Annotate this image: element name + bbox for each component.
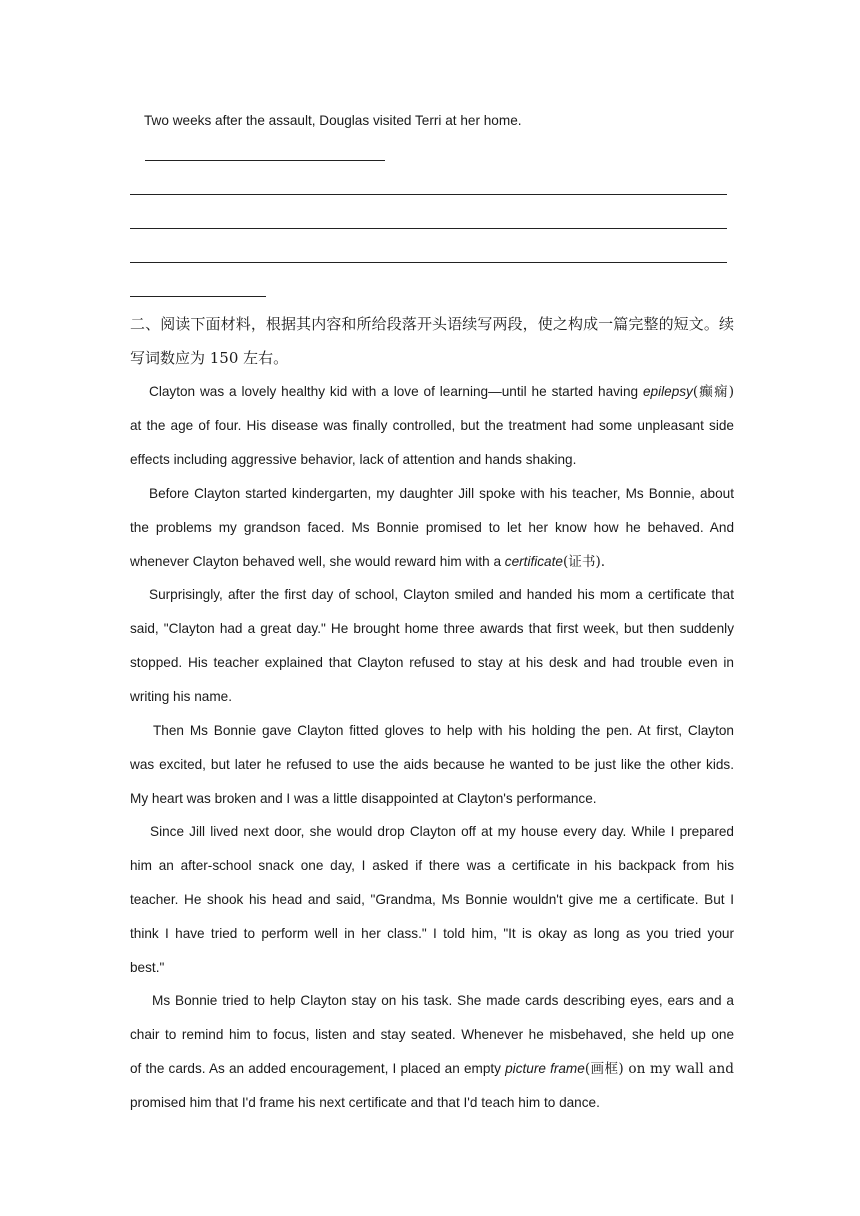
passage-line: Before Clayton started kindergarten, my daughter Jill spoke with his teacher, Ms Bonnie, about — [149, 486, 734, 501]
passage-line: My heart was broken and I was a little disappointed at Clayton's performance. — [130, 791, 597, 806]
passage-line: the problems my grandson faced. Ms Bonnie promised to let her know how he behaved. And — [130, 520, 734, 535]
task-instruction: 二、阅读下面材料，根据其内容和所给段落开头语续写两段，使之构成一篇完整的短文。续 — [130, 315, 734, 333]
passage-line: effects including aggressive behavior, lack of attention and hands shaking. — [130, 452, 577, 467]
passage-line: whenever Clayton behaved well, she would reward him with a certificate(证书). — [130, 554, 606, 570]
passage-line: him an after-school snack one day, I asked if there was a certificate in his backpack from his — [130, 858, 734, 873]
passage-line: of the cards. As an added encouragement, I placed an empty picture frame(画框) on my wall and — [130, 1061, 735, 1077]
passage-line: teacher. He shook his head and said, "Grandma, Ms Bonnie wouldn't give me a certificate. But I — [130, 892, 734, 907]
answer-line — [130, 228, 727, 229]
passage-line: Since Jill lived next door, she would drop Clayton off at my house every day. While I prepared — [150, 824, 734, 839]
task-instruction: 写词数应为 150 左右。 — [130, 349, 289, 367]
passage-line: Clayton was a lovely healthy kid with a love of learning—until he started having epilepsy(癫痫) — [149, 384, 735, 400]
answer-line — [145, 160, 385, 161]
answer-line — [130, 194, 727, 195]
passage-line: said, "Clayton had a great day." He brought home three awards that first week, but then suddenly — [130, 621, 734, 636]
passage-line: chair to remind him to focus, listen and stay seated. Whenever he misbehaved, she held up one — [130, 1027, 734, 1042]
passage-line: was excited, but later he refused to use the aids because he wanted to be just like the other kids. — [130, 757, 734, 772]
answer-line — [130, 296, 266, 297]
passage-line: think I have tried to perform well in her class." I told him, "It is okay as long as you tried your — [130, 926, 734, 941]
passage-line: promised him that I'd frame his next certificate and that I'd teach him to dance. — [130, 1095, 600, 1110]
passage-line: at the age of four. His disease was finally controlled, but the treatment had some unpleasant side — [130, 418, 734, 433]
passage-line: Ms Bonnie tried to help Clayton stay on his task. She made cards describing eyes, ears and a — [152, 993, 734, 1008]
answer-line — [130, 262, 727, 263]
passage-line: Surprisingly, after the first day of school, Clayton smiled and handed his mom a certificate that — [149, 587, 734, 602]
passage-line: Then Ms Bonnie gave Clayton fitted gloves to help with his holding the pen. At first, Clayton — [153, 723, 734, 738]
continuation-prompt: Two weeks after the assault, Douglas visited Terri at her home. — [144, 113, 522, 128]
passage-line: stopped. His teacher explained that Clayton refused to stay at his desk and had trouble even in — [130, 655, 734, 670]
passage-line: best." — [130, 960, 165, 975]
passage-line: writing his name. — [130, 689, 232, 704]
